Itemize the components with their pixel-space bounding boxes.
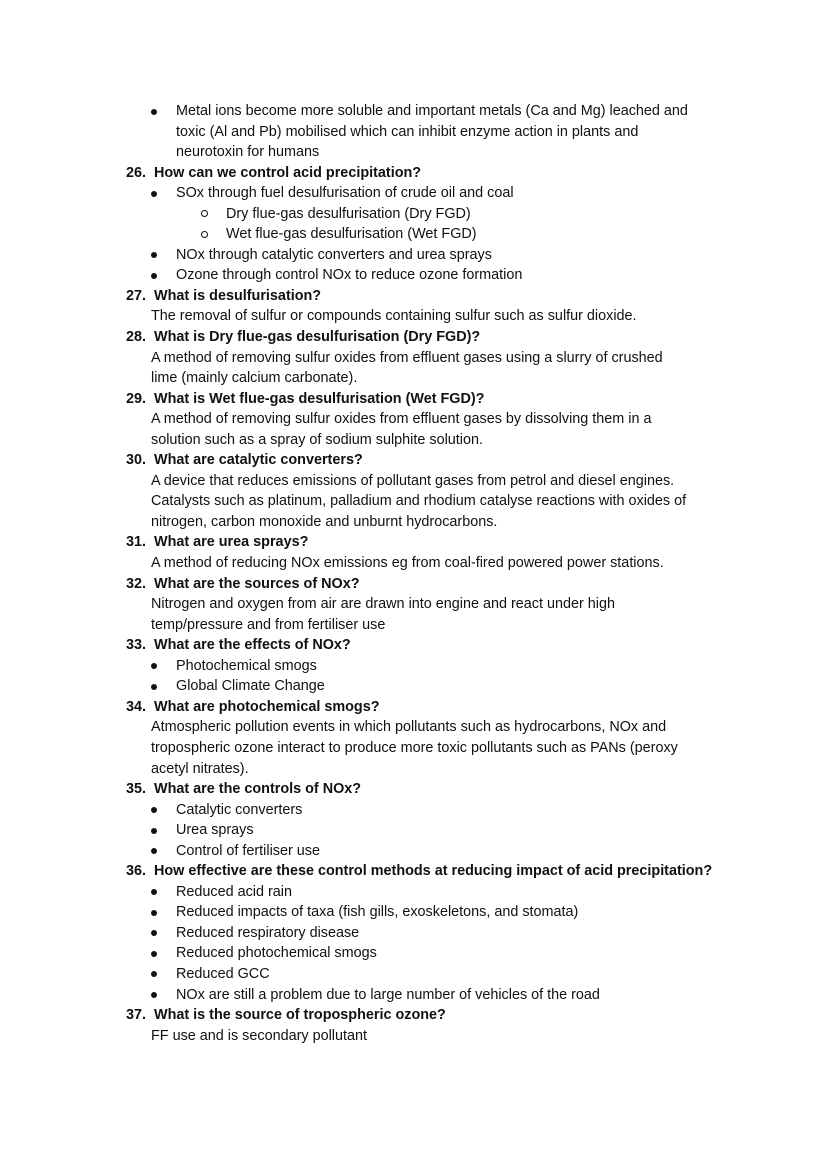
bullet-item	[0, 676, 828, 697]
question-heading	[0, 1005, 828, 1026]
answer-text	[0, 594, 828, 615]
line-text: How effective are these control methods at reducing impact of acid precipitation?	[154, 863, 713, 880]
sub-bullet-item	[0, 224, 828, 245]
line-text: Atmospheric pollution events in which pollutants such as hydrocarbons, NOx and	[151, 719, 667, 736]
line-text: tropospheric ozone interact to produce more toxic pollutants such as PANs (peroxy	[151, 739, 678, 756]
bullet-item	[0, 964, 828, 985]
question-number: 29.	[126, 390, 147, 407]
bullet-item	[0, 820, 828, 841]
bullet-item	[0, 923, 828, 944]
line-text: The removal of sulfur or compounds containing sulfur such as sulfur dioxide.	[151, 308, 637, 325]
answer-text	[0, 759, 828, 780]
bullet-item	[0, 985, 828, 1006]
question-number: 34.	[126, 698, 147, 715]
line-text: What is Dry flue-gas desulfurisation (Dry FGD)?	[154, 329, 481, 346]
answer-text	[0, 368, 828, 389]
answer-text	[0, 1026, 828, 1047]
line-text: FF use and is secondary pollutant	[151, 1027, 367, 1044]
line-text: A method of reducing NOx emissions eg from coal-fired powered power stations.	[151, 555, 664, 572]
line-text: SOx through fuel desulfurisation of crude oil and coal	[176, 185, 514, 202]
question-heading	[0, 635, 828, 656]
line-text: Reduced GCC	[176, 965, 270, 982]
line-text: What are the sources of NOx?	[154, 575, 360, 592]
line-text: solution such as a spray of sodium sulphite solution.	[151, 431, 483, 448]
answer-text	[0, 491, 828, 512]
document-page	[0, 101, 828, 1046]
bullet-item	[0, 183, 828, 204]
answer-text	[0, 409, 828, 430]
line-text: What are catalytic converters?	[154, 452, 363, 469]
bullet-continuation	[0, 142, 828, 163]
line-text: Control of fertiliser use	[176, 842, 320, 859]
answer-text	[0, 348, 828, 369]
question-heading	[0, 389, 828, 410]
question-number: 37.	[126, 1007, 147, 1024]
line-text: Nitrogen and oxygen from air are drawn into engine and react under high	[151, 596, 615, 613]
line-text: What is desulfurisation?	[154, 287, 322, 304]
question-number: 26.	[126, 164, 147, 181]
question-heading	[0, 574, 828, 595]
answer-text	[0, 430, 828, 451]
answer-text	[0, 512, 828, 533]
bullet-item	[0, 841, 828, 862]
line-text: Ozone through control NOx to reduce ozone formation	[176, 267, 523, 284]
bullet-item	[0, 101, 828, 122]
bullet-item	[0, 902, 828, 923]
line-text: What are urea sprays?	[154, 534, 309, 551]
line-text: Urea sprays	[176, 822, 254, 839]
question-number: 36.	[126, 863, 147, 880]
question-number: 31.	[126, 534, 147, 551]
bullet-continuation	[0, 122, 828, 143]
question-number: 32.	[126, 575, 147, 592]
line-text: Catalytic converters	[176, 801, 303, 818]
bullet-item	[0, 245, 828, 266]
line-text: What are photochemical smogs?	[154, 698, 380, 715]
question-heading	[0, 861, 828, 882]
answer-text	[0, 738, 828, 759]
question-heading	[0, 286, 828, 307]
question-heading	[0, 163, 828, 184]
line-text: Reduced impacts of taxa (fish gills, exoskeletons, and stomata)	[176, 904, 579, 921]
line-text: Photochemical smogs	[176, 657, 317, 674]
question-heading	[0, 450, 828, 471]
answer-text	[0, 615, 828, 636]
line-text: What is the source of tropospheric ozone?	[154, 1007, 446, 1024]
line-text: A method of removing sulfur oxides from effluent gases by dissolving them in a	[151, 411, 652, 428]
line-text: What are the controls of NOx?	[154, 781, 362, 798]
question-number: 33.	[126, 637, 147, 654]
line-text: A device that reduces emissions of pollutant gases from petrol and diesel engines.	[151, 472, 675, 489]
line-text: Global Climate Change	[176, 678, 325, 695]
answer-text	[0, 717, 828, 738]
question-number: 35.	[126, 781, 147, 798]
answer-text	[0, 471, 828, 492]
question-number: 30.	[126, 452, 147, 469]
line-text: What are the effects of NOx?	[154, 637, 351, 654]
question-heading	[0, 697, 828, 718]
bullet-item	[0, 943, 828, 964]
line-text: toxic (Al and Pb) mobilised which can inhibit enzyme action in plants and	[176, 123, 639, 140]
line-text: nitrogen, carbon monoxide and unburnt hydrocarbons.	[151, 513, 498, 530]
line-text: A method of removing sulfur oxides from effluent gases using a slurry of crushed	[151, 349, 663, 366]
line-text: NOx through catalytic converters and urea sprays	[176, 246, 492, 263]
bullet-item	[0, 800, 828, 821]
question-heading	[0, 327, 828, 348]
line-text: neurotoxin for humans	[176, 144, 320, 161]
question-heading	[0, 532, 828, 553]
line-text: Dry flue-gas desulfurisation (Dry FGD)	[226, 205, 471, 222]
bullet-item	[0, 265, 828, 286]
question-number: 27.	[126, 287, 147, 304]
question-number: 28.	[126, 329, 147, 346]
line-text: Reduced acid rain	[176, 883, 292, 900]
answer-text	[0, 306, 828, 327]
line-text: temp/pressure and from fertiliser use	[151, 616, 386, 633]
line-text: What is Wet flue-gas desulfurisation (Wet FGD)?	[154, 390, 485, 407]
line-text: Reduced photochemical smogs	[176, 945, 377, 962]
line-text: NOx are still a problem due to large number of vehicles of the road	[176, 986, 600, 1003]
sub-bullet-item	[0, 204, 828, 225]
bullet-item	[0, 656, 828, 677]
line-text: How can we control acid precipitation?	[154, 164, 422, 181]
line-text: Wet flue-gas desulfurisation (Wet FGD)	[226, 226, 477, 243]
line-text: acetyl nitrates).	[151, 760, 249, 777]
bullet-item	[0, 882, 828, 903]
line-text: Reduced respiratory disease	[176, 924, 360, 941]
line-text: Catalysts such as platinum, palladium and rhodium catalyse reactions with oxides of	[151, 493, 687, 510]
line-text: Metal ions become more soluble and important metals (Ca and Mg) leached and	[176, 103, 688, 119]
question-heading	[0, 779, 828, 800]
answer-text	[0, 553, 828, 574]
line-text: lime (mainly calcium carbonate).	[151, 370, 358, 387]
